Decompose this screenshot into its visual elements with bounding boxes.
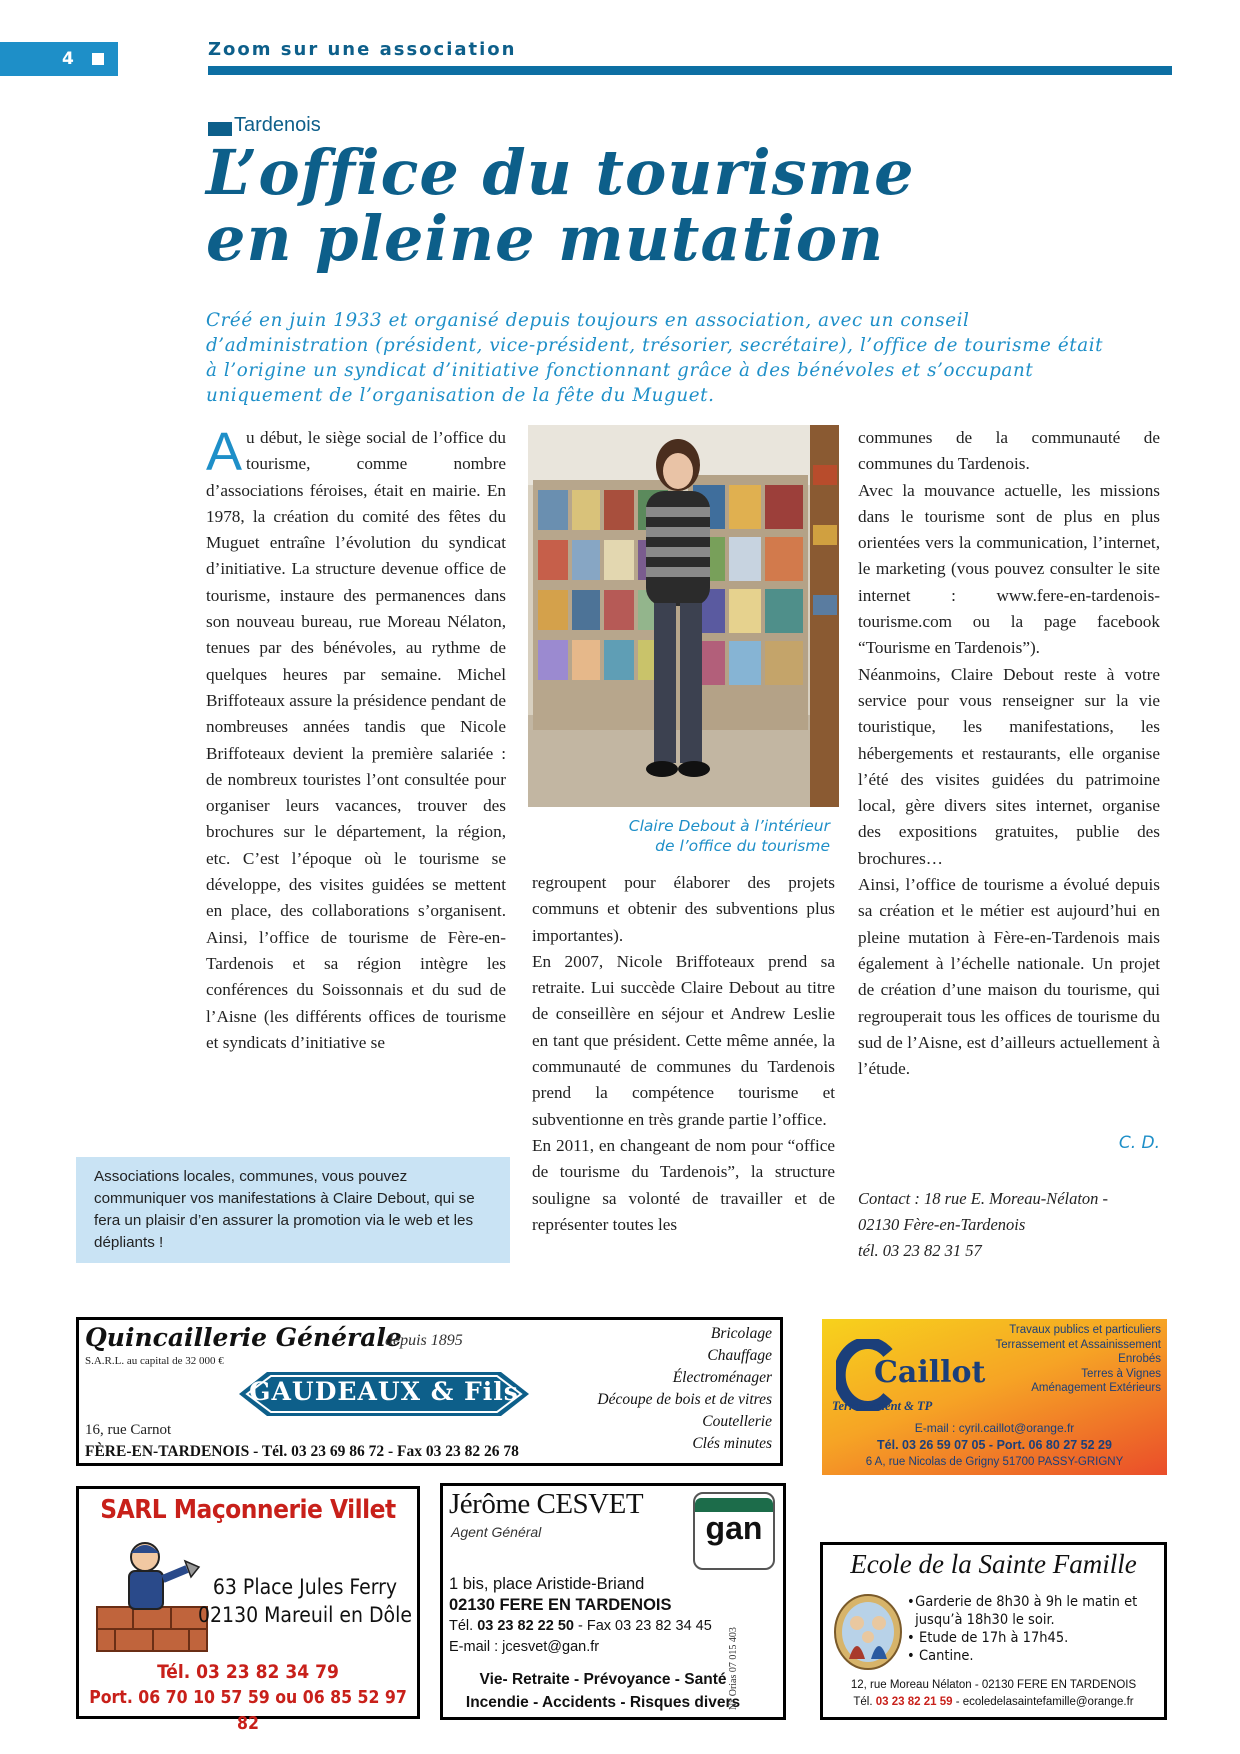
service-item: Découpe de bois et de vitres: [597, 1391, 772, 1408]
villet-name: SARL Maçonnerie Villet: [100, 1495, 396, 1525]
cesvet-address2: 02130 FERE EN TARDENOIS: [449, 1596, 672, 1614]
contact-line: Contact : 18 rue E. Moreau-Nélaton -: [858, 1189, 1109, 1208]
callout-text: Associations locales, communes, vous pouvez communiquer vos manifestations à Claire Debout, qui se fera un plaisir d’en assurer la promotion via le web et les dépliants !: [94, 1168, 475, 1251]
column-3-paragraph: Avec la mouvance actuelle, les missions dans le tourisme sont de plus en plus orientées vers la communication, l’internet, le marketing (vous pouvez consulter le site internet : www.fere-en-tardenois-tourisme.com ou la page facebook “Tourisme en Tardenois”).: [858, 480, 1160, 658]
title-line-1: L’office du tourisme: [206, 136, 915, 209]
article-column-3: [858, 425, 1160, 1082]
quincaillerie-street: 16, rue Carnot: [85, 1422, 172, 1438]
quincaillerie-city-phone: FÈRE-EN-TARDENOIS - Tél. 03 23 69 86 72 - Fax 03 23 82 26 78: [85, 1443, 519, 1460]
caption-line-2: de l’office du tourisme: [655, 837, 830, 855]
ad-quincaillerie: [76, 1317, 783, 1466]
service-item: Électroménager: [672, 1369, 772, 1386]
photo-illustration: [528, 425, 839, 807]
ecole-name: Ecole de la Sainte Famille: [850, 1549, 1137, 1579]
column-3-paragraph: communes de la communauté de communes du Tardenois.: [858, 428, 1160, 474]
cesvet-phone-line: [449, 1616, 712, 1637]
holy-family-icon: [833, 1593, 903, 1671]
quincaillerie-capital: S.A.R.L. au capital de 32 000 €: [85, 1355, 224, 1367]
service-item: Bricolage: [710, 1325, 772, 1342]
villet-address: [197, 1573, 413, 1629]
article-column-2: [532, 870, 835, 1238]
article-title: [206, 136, 1166, 275]
ecole-service-item: • Garderie de 8h30 à 9h le matin et jusqu’à 18h30 le soir.: [907, 1593, 1163, 1629]
kicker: Tardenois: [234, 114, 321, 136]
cesvet-products-line: Incendie - Accidents - Risques divers: [465, 1694, 741, 1711]
caillot-services: [995, 1323, 1161, 1396]
caillot-sub: Terrassement & TP: [832, 1399, 933, 1413]
quincaillerie-services: [597, 1323, 772, 1455]
ecole-service-text: Etude de 17h à 17h45.: [919, 1630, 1069, 1646]
ecole-service-item: • Etude de 17h à 17h45.: [907, 1630, 1069, 1646]
cesvet-role: Agent Général: [451, 1524, 542, 1540]
gaudeaux-logo: [239, 1364, 529, 1424]
column-2-paragraph: regroupent pour élaborer des projets communs et obtenir des subventions plus importantes).: [532, 873, 835, 945]
villet-phones: [83, 1659, 413, 1737]
service-item: Coutellerie: [702, 1413, 772, 1430]
page-number-square: [92, 53, 104, 65]
ecole-tel-label: Tél.: [853, 1696, 873, 1708]
kicker-square: [208, 122, 232, 136]
cesvet-contact: [449, 1574, 712, 1658]
column-3-paragraph: Ainsi, l’office de tourisme a évolué depuis sa création et le métier est aujourd’hui en pleine mutation à Fère-en-Tardenois mais également à l’échelle nationale. Un projet de création d’une maison du tourisme, qui regrouperait tous les offices de tourisme du sud de l’Aisne, est d’ailleurs actuellement à l’étude.: [858, 875, 1160, 1079]
quincaillerie-since: depuis 1895: [385, 1332, 463, 1349]
cesvet-name: Jérôme CESVET: [449, 1488, 644, 1520]
caillot-service: Travaux publics et particuliers: [1009, 1324, 1161, 1336]
villet-address-line: 63 Place Jules Ferry: [212, 1575, 398, 1599]
gan-logo: [693, 1492, 775, 1570]
caillot-name: Caillot: [874, 1355, 986, 1390]
service-item: Chauffage: [707, 1347, 772, 1364]
ecole-services: [907, 1593, 1163, 1665]
article-intro: Créé en juin 1933 et organisé depuis toujours en association, avec un conseil d’administration (président, vice-président, trésorier, secrétaire), l’office de tourisme était à l’origine un syndicat d’initiative fonctionnant grâce à des bénévoles et s’occupant uniquement de l’organisation de la fête du Muguet.: [206, 310, 1104, 406]
caption-line-1: Claire Debout à l’intérieur: [628, 817, 830, 835]
cesvet-products: [443, 1668, 763, 1714]
column-2-paragraph: En 2011, en changeant de nom pour “office de tourisme du Tardenois”, la structure souligne sa volonté de travailler et de représenter toutes les: [532, 1135, 835, 1234]
villet-port: Port. 06 70 10 57 59 ou 06 85 52 97 82: [89, 1688, 407, 1734]
cesvet-products-line: Vie- Retraite - Prévoyance - Santé: [479, 1671, 727, 1688]
caillot-address: 6 A, rue Nicolas de Grigny 51700 PASSY-GRIGNY: [865, 1456, 1124, 1468]
caillot-service: Enrobés: [1118, 1353, 1161, 1365]
cesvet-orias: N° Orias 07 015 403: [728, 1627, 739, 1710]
caillot-service: Terres à Vignes: [1081, 1367, 1161, 1380]
ecole-emblem: [833, 1593, 903, 1671]
villet-address-line: 02130 Mareuil en Dôle: [198, 1603, 412, 1627]
cesvet-fax: - Fax 03 23 82 34 45: [573, 1618, 712, 1634]
caillot-email: E-mail : cyril.caillot@orange.fr: [914, 1421, 1075, 1435]
article-photo: [528, 425, 839, 807]
contact-line: 02130 Fère-en-Tardenois: [858, 1215, 1026, 1234]
ecole-service-text: Cantine.: [919, 1648, 974, 1664]
author-signature: C. D.: [1118, 1133, 1160, 1153]
caillot-service: Aménagement Extérieurs: [1031, 1382, 1161, 1394]
gaudeaux-brand: GAUDEAUX & Fils: [249, 1377, 519, 1406]
ecole-address: 12, rue Moreau Nélaton - 02130 FERE EN TARDENOIS: [850, 1679, 1137, 1691]
service-item: Clés minutes: [692, 1435, 772, 1452]
villet-tel: Tél. 03 23 82 34 79: [157, 1661, 339, 1683]
article-column-1: [206, 422, 506, 1056]
header-rule: [208, 66, 1172, 75]
contact-info: [858, 1186, 1160, 1264]
ecole-contact-line: [823, 1694, 1164, 1711]
cesvet-address1: 1 bis, place Aristide-Briand: [449, 1575, 645, 1593]
section-title: Zoom sur une association: [208, 39, 517, 60]
photo-caption: [600, 816, 830, 856]
ad-caillot: [822, 1319, 1167, 1475]
column-1-text: u début, le siège social de l’office du tourisme, comme nombre d’associations féroises, était en mairie. En 1978, la création du comité des fêtes du Muguet entraîne l’évolution du syndicat d’initiative. La structure devenue office de tourisme, instaure des permanences dans son nouveau bureau, rue Moreau Nélaton, tenues par des bénévoles, au rythme de quelques heures par semaine. Michel Briffoteaux assure la présidence pendant de nombreuses années tandis que Nicole Briffoteaux devient la première salariée : de nombreux touristes l’ont consultée pour organiser leurs vacances, trouver des brochures sur le département, la région, etc. C’est l’époque où le tourisme se développe, des visites guidées se mettent en place, des collaborations s’organisent. Ainsi, l’office de tourisme de Fère-en-Tardenois et sa région intègre les conférences du Soissonnais et du sud de l’Aisne (les différents offices de tourisme et syndicats d’initiative se: [206, 428, 506, 1052]
ecole-email: - ecoledelasaintefamille@orange.fr: [952, 1696, 1134, 1708]
title-line-2: en pleine mutation: [206, 202, 885, 275]
ecole-footer: [823, 1677, 1164, 1711]
cesvet-tel-label: Tél.: [449, 1618, 474, 1634]
contact-line: tél. 03 23 82 31 57: [858, 1241, 982, 1260]
cesvet-tel: 03 23 82 22 50: [477, 1618, 574, 1634]
ecole-tel: 03 23 82 21 59: [875, 1696, 953, 1708]
column-2-paragraph: En 2007, Nicole Briffoteaux prend sa retraite. Lui succède Claire Debout au titre de conseillère en séjour et Andrew Leslie en tant que président. Cette même année, la communauté de communes du Tardenois prend la compétence tourisme et subventionne en très grande partie l’office.: [532, 951, 835, 1129]
caillot-phones: Tél. 03 26 59 07 05 - Port. 06 80 27 52 29: [877, 1438, 1112, 1452]
cesvet-email: E-mail : jcesvet@gan.fr: [449, 1639, 600, 1655]
ecole-service-item: • Cantine.: [907, 1648, 974, 1664]
quincaillerie-name: Quincaillerie Générale: [85, 1323, 402, 1352]
ecole-service-text: Garderie de 8h30 à 9h le matin et jusqu’à 18h30 le soir.: [915, 1594, 1138, 1628]
gan-logo-text: gan: [705, 1510, 763, 1546]
page-number: 4: [62, 49, 74, 69]
drop-cap: A: [206, 422, 243, 482]
ad-cesvet: [440, 1483, 786, 1720]
column-3-paragraph: Néanmoins, Claire Debout reste à votre service pour vous renseigner sur la vie touristique, les manifestations, les hébergements et restaurants, elle organise l’été des visites guidées du patrimoine local, gère divers sites internet, organise des expositions gratuites, publie des brochures…: [858, 664, 1160, 868]
ad-ecole: [820, 1542, 1167, 1720]
caillot-service: Terrassement et Assainissement: [995, 1338, 1161, 1351]
ad-villet: [76, 1486, 420, 1734]
